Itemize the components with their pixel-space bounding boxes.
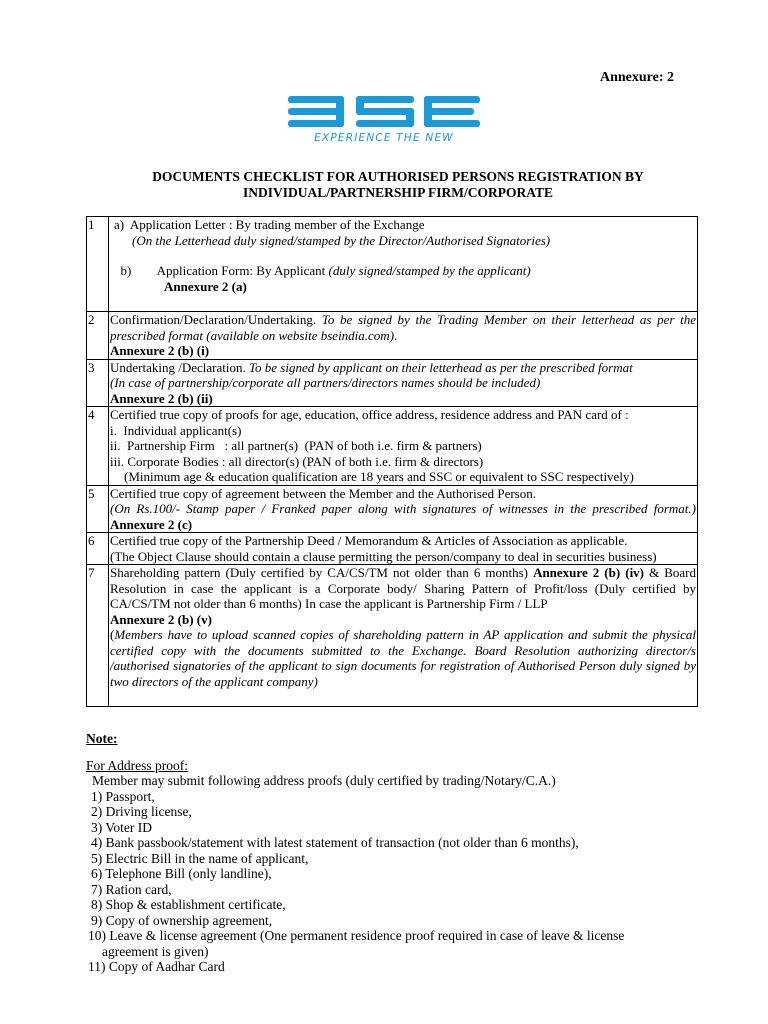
checklist-row-3 [87,359,698,407]
list-item: 6) Telephone Bill (only landline), [91,866,272,881]
checklist-row-2 [87,312,698,360]
documents-checklist-table [86,216,698,707]
row-content [109,533,698,565]
row-content [109,407,698,486]
list-item: 11) Copy of Aadhar Card [88,959,225,974]
address-proof-intro: Member may submit following address proofs (duly certified by trading/Notary/C.A.) [92,773,556,788]
title-line-2: INDIVIDUAL/PARTNERSHIP FIRM/CORPORATE [243,185,553,200]
row-6-text-2: (The Object Clause should contain a clause permitting the person/company to deal in securities business) [110,548,657,564]
list-item: 7) Ration card, [91,881,172,897]
item-b-note: (duly signed/stamped by the applicant) [328,263,531,278]
row-number: 1 [87,217,109,312]
notes-section [86,731,706,975]
checklist-row-7 [87,565,698,707]
row-7-text-2: & Board Resolution in case the applicant is a Corporate body/ Sharing Pattern of Profit/loss (Duly certified by CA/CS/TM not older than 6 months) In case the applicant is Partnership Firm / LLP [110,565,696,611]
bse-logo [286,93,482,145]
row-number: 4 [87,407,109,486]
row-7-annexure-1: Annexure 2 (b) (iv) [533,565,645,580]
row-3-note-2: (In case of partnership/corporate all partners/directors names should be included) [110,375,541,390]
row-4-item-1: i. Individual applicant(s) [110,422,242,438]
row-number: 7 [87,565,109,707]
note-heading: Note: [86,731,118,746]
row-7-text [110,565,696,612]
row-3-annexure: Annexure 2 (b) (ii) [110,390,213,406]
row-3-main: Undertaking /Declaration. [110,359,246,375]
item-a-label: a) [114,217,125,232]
row-4-min-note: (Minimum age & education qualification are 18 years and SSC or equivalent to SSC respectively) [124,469,634,484]
row-7-note [110,627,696,689]
title-line-1: DOCUMENTS CHECKLIST FOR AUTHORISED PERSONS REGISTRATION BY [152,169,644,184]
row-content [109,217,698,312]
row-7-note-open: ( [110,627,115,642]
row-3-text [110,360,696,376]
row-number: 6 [87,533,109,565]
item-b [110,263,696,279]
row-2-tail: . [394,327,398,343]
row-5-text: Certified true copy of agreement between the Member and the Authorised Person. [110,485,536,501]
row-2-annexure: Annexure 2 (b) (i) [110,343,210,358]
row-2-text [110,312,696,343]
row-number: 5 [87,485,109,533]
item-b-text: Application Form: By Applicant [156,263,326,278]
row-content [109,565,698,707]
row-number: 2 [87,312,109,360]
list-item: 8) Shop & establishment certificate, [91,897,286,912]
checklist-row-6 [87,533,698,565]
item-a-note: (On the Letterhead duly signed/stamped by the Director/Authorised Signatories) [132,232,551,248]
item-b-annexure: Annexure 2 (a) [164,278,247,294]
checklist-row-5 [87,485,698,533]
item-a-text: Application Letter : By trading member of the Exchange [129,217,425,232]
row-3-note: To be signed by applicant on their letterhead as per the prescribed format [248,359,633,375]
row-2-note: To be signed by the Trading Member on their letterhead as per the prescribed format (available on website bseindia.com) [110,312,696,343]
row-4-item-3: iii. Corporate Bodies : all director(s) (PAN of both i.e. firm & directors) [110,453,484,469]
checklist-row-1 [87,217,698,312]
row-7-annexure-2: Annexure 2 (b) (v) [110,611,212,627]
list-item: 1) Passport, [91,788,155,804]
list-item: 5) Electric Bill in the name of applicant, [91,850,309,866]
item-a [110,217,696,233]
row-5-note [110,501,696,532]
row-5-note-text: (On Rs.100/- Stamp paper / Franked paper along with signatures of witnesses in the prescribed format.) [110,501,696,516]
row-5-annexure: Annexure 2 (c) [110,516,193,532]
row-2-main: Confirmation/Declaration/Undertaking. [110,312,317,327]
checklist-row-4 [87,407,698,486]
list-item: 9) Copy of ownership agreement, [91,912,273,928]
row-content [109,359,698,407]
list-item-continuation: agreement is given) [102,943,209,959]
list-item: 4) Bank passbook/statement with latest statement of transaction (not older than 6 months), [91,835,579,850]
list-item: 3) Voter ID [91,819,152,835]
row-content [109,312,698,360]
row-7-note-text: Members have to upload scanned copies of shareholding pattern in AP application and submit the physical certified copy with the documents submitted to the Exchange. Board Resolution authorizing director/s /authorised signatories of the applicant to sign documents for registration of Authorised Person duly signed by two directors of the applicant company) [110,627,696,689]
row-4-text: Certified true copy of proofs for age, education, office address, residence address and PAN card of : [110,407,629,422]
row-content [109,485,698,533]
row-number: 3 [87,359,109,407]
list-item: 10) Leave & license agreement (One permanent residence proof required in case of leave & license [88,928,625,943]
item-b-label: b) [120,263,132,278]
row-4-item-2: ii. Partnership Firm : all partner(s) (PAN of both i.e. firm & partners) [110,438,482,453]
logo-tagline: EXPERIENCE THE NEW [314,132,454,144]
address-proof-heading: For Address proof: [86,757,188,773]
page-title [108,169,688,201]
list-item: 2) Driving license, [91,804,192,819]
row-6-text: Certified true copy of the Partnership Deed / Memorandum & Articles of Association as applicable. [110,533,628,548]
annexure-label: Annexure: 2 [600,70,675,85]
row-7-text-1: Shareholding pattern (Duly certified by CA/CS/TM not older than 6 months) [110,565,529,580]
